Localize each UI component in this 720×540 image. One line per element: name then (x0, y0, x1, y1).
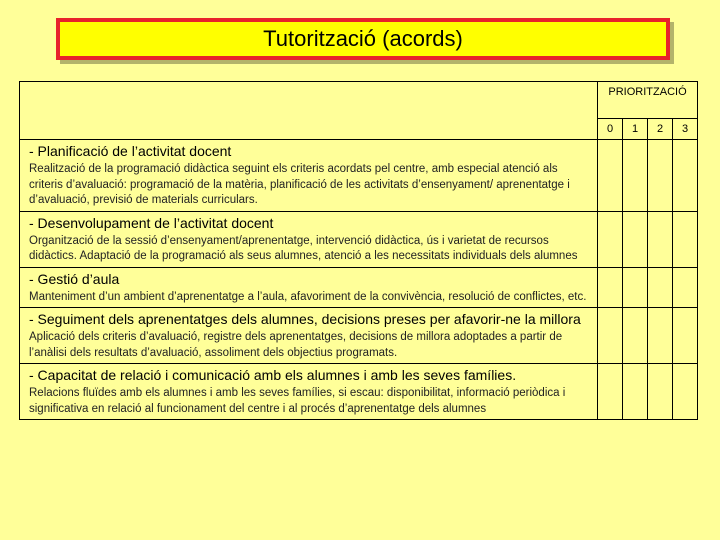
section-cell (20, 267, 598, 308)
section-cell (20, 308, 598, 364)
score-cell-2[interactable] (648, 140, 673, 212)
score-cell-3[interactable] (673, 211, 698, 267)
priority-header-label: PRIORITZACIÓ (608, 86, 687, 98)
section-row (20, 267, 698, 308)
header-row (20, 82, 698, 119)
prioritization-table (19, 81, 698, 420)
scale-2: 2 (648, 119, 673, 140)
score-cell-2[interactable] (648, 308, 673, 364)
section-description: Manteniment d’un ambient d’aprenentatge a l’aula, afavoriment de la convivència, resolució de conflictes, etc. (29, 290, 587, 303)
header-empty-cell (20, 82, 598, 140)
score-cell-3[interactable] (673, 267, 698, 308)
score-cell-3[interactable] (673, 140, 698, 212)
scale-3: 3 (673, 119, 698, 140)
score-cell-1[interactable] (623, 211, 648, 267)
section-description: Aplicació dels criteris d’avaluació, registre dels aprenentatges, decisions de millora adoptades a partir de l’anàlisi dels resultats d’avaluació, assoliment dels objectius programats. (29, 331, 563, 359)
score-cell-3[interactable] (673, 364, 698, 420)
priority-header (598, 82, 698, 119)
score-cell-0[interactable] (598, 140, 623, 212)
section-row (20, 308, 698, 364)
score-cell-0[interactable] (598, 211, 623, 267)
scale-1: 1 (623, 119, 648, 140)
section-description: Realització de la programació didàctica seguint els criteris acordats pel centre, amb especial atenció als criteris d’avaluació: programació de la matèria, planificació de les activitats d’ensenyament/ aprenentatge i d’avaluació, previsió de materials curriculars. (29, 163, 570, 206)
score-cell-2[interactable] (648, 267, 673, 308)
section-title: - Capacitat de relació i comunicació amb els alumnes i amb les seves famílies. (29, 367, 517, 383)
section-row (20, 211, 698, 267)
section-cell (20, 140, 598, 212)
score-cell-0[interactable] (598, 267, 623, 308)
score-cell-1[interactable] (623, 308, 648, 364)
page-title: Tutorització (acords) (263, 26, 463, 51)
section-title: - Gestió d’aula (29, 270, 120, 287)
section-cell (20, 364, 598, 420)
scale-0: 0 (598, 119, 623, 140)
title-banner (56, 18, 670, 60)
score-cell-2[interactable] (648, 211, 673, 267)
section-title: - Seguiment dels aprenentatges dels alumnes, decisions preses per afavorir-ne la millora (29, 311, 581, 327)
section-cell (20, 211, 598, 267)
score-cell-1[interactable] (623, 140, 648, 212)
score-cell-1[interactable] (623, 267, 648, 308)
score-cell-0[interactable] (598, 308, 623, 364)
section-row (20, 140, 698, 212)
score-cell-2[interactable] (648, 364, 673, 420)
section-title: - Desenvolupament de l’activitat docent (29, 214, 274, 231)
section-description: Organització de la sessió d’ensenyament/aprenentatge, intervenció didàctica, ús i varietat de recursos didàctics. Adaptació de la programació als seus alumnes, atenció a les necessitats individuals dels alumnes (29, 234, 578, 262)
score-cell-1[interactable] (623, 364, 648, 420)
section-description: Relacions fluïdes amb els alumnes i amb les seves famílies, si escau: disponibilitat, informació periòdica i significativa en relació al funcionament del centre i al procés d’aprenentatge dels alumnes (29, 387, 566, 415)
score-cell-0[interactable] (598, 364, 623, 420)
section-row (20, 364, 698, 420)
section-title: - Planificació de l’activitat docent (29, 143, 232, 159)
score-cell-3[interactable] (673, 308, 698, 364)
